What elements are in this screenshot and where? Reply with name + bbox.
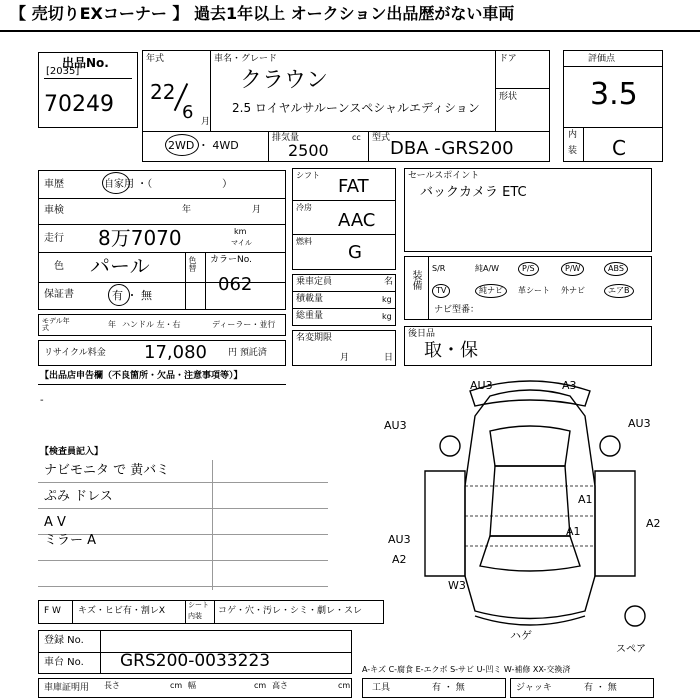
seller-mark: -	[40, 395, 44, 406]
score-hline	[563, 66, 663, 67]
inspection-year-unit: 年	[182, 205, 192, 215]
history-line-3	[38, 252, 286, 253]
model-value: DBA -GRS200	[390, 138, 514, 159]
interior-label-1: 内	[568, 130, 578, 140]
jack-value: 有 ・ 無	[584, 683, 617, 693]
inspector-label: 【検査員記入】	[40, 447, 104, 457]
spec-line-2	[292, 234, 396, 235]
load-label: 積載量	[296, 294, 324, 304]
equipment-row-1	[432, 262, 648, 278]
car-spare	[625, 606, 645, 626]
shape-label: 形状	[499, 92, 518, 102]
equipment-vline	[428, 256, 429, 320]
vehicle-door-line	[495, 88, 550, 89]
color-change: 色替	[188, 256, 197, 272]
history-vline-2	[205, 252, 206, 310]
lot-label: 出品No.	[62, 56, 109, 70]
history-label: 車歴	[44, 179, 64, 190]
dealer-value: ディーラー・並行	[212, 320, 276, 329]
inspector-rule-2	[38, 508, 328, 509]
header-title: 【 売切りEXコーナー 】 過去1年以上 オークション出品歴がない車両	[10, 4, 515, 23]
capacity-unit: 名	[384, 277, 394, 287]
vehicle-div-1	[210, 50, 211, 131]
weight-unit: kg	[382, 312, 392, 321]
equipment-item: エアB	[604, 284, 634, 298]
inspector-col	[212, 460, 213, 590]
damage-mark-6: A1	[566, 525, 581, 538]
damage-mark-2: A3	[562, 379, 577, 392]
recycle-label: リサイクル料金	[44, 348, 106, 358]
mileage-label: 走行	[44, 233, 64, 244]
displacement-label: 排気量	[272, 133, 300, 143]
history-circle	[102, 172, 130, 194]
fuel-label: 燃料	[296, 237, 312, 246]
garage-item: 高さ	[272, 681, 288, 690]
equipment-label: 装備	[410, 270, 421, 290]
month-value: 6	[182, 102, 194, 123]
sales-value: バックカメラ ETC	[420, 185, 527, 200]
capacity-line-1	[292, 291, 396, 292]
damage-mark-1: AU3	[470, 379, 493, 392]
recycle-value: 17,080	[144, 342, 207, 363]
color-label: 色	[54, 261, 64, 272]
mileage-value: 8万7070	[98, 226, 182, 250]
score-hline-2	[563, 127, 663, 128]
drive-value: 2WD ・ 4WD	[168, 139, 239, 152]
name-change-day: 日	[384, 353, 394, 363]
tools-label: 工具	[372, 683, 391, 693]
shift-value: FAT	[338, 176, 369, 197]
garage-item: cm	[338, 681, 351, 690]
damage-mark-11: ハゲ	[510, 629, 532, 642]
door-label: ドア	[499, 54, 517, 64]
km-unit: km	[234, 227, 247, 236]
cc-unit: cc	[352, 133, 361, 142]
chassis-label: 車台 No.	[44, 657, 84, 668]
fw-vline-3	[214, 600, 215, 624]
equipment-item: TV	[432, 284, 450, 298]
garage-items	[104, 681, 351, 695]
damage-mark-7: AU3	[388, 533, 411, 546]
car-body-outline	[465, 390, 595, 619]
color-no-value: 062	[218, 274, 253, 295]
history-line-1	[38, 198, 286, 199]
damage-mark-3: AU3	[384, 419, 407, 432]
car-rear	[475, 616, 585, 625]
capacity-line-2	[292, 308, 396, 309]
seat-items: コゲ・穴・汚レ・シミ・劇レ・スレ	[218, 606, 363, 616]
equipment-item: P/S	[518, 262, 539, 276]
seller-label: 【出品店申告欄（不良箇所・欠品・注意事項等）】	[40, 371, 243, 381]
warranty-circle	[108, 284, 130, 306]
inspector-line-4: ミラー A	[44, 533, 97, 548]
damage-mark-5: A1	[578, 493, 593, 506]
inspector-line-1: ナビモニタ で 黄バミ	[44, 463, 170, 478]
history-options: 自家用 ・（ ）	[104, 179, 233, 190]
sales-label: セールスポイント	[408, 171, 480, 181]
seller-line	[38, 384, 286, 385]
year-value: 22	[150, 80, 176, 104]
score-label: 評価点	[588, 54, 616, 64]
fw-vline-1	[72, 600, 73, 624]
spare-label: スペア	[616, 644, 646, 655]
car-grade: 2.5 ロイヤルサルーンスペシャルエディション	[232, 101, 480, 115]
recycle-unit: 円 預託済	[228, 348, 267, 358]
history-line-2	[38, 224, 286, 225]
car-rear-window	[480, 536, 580, 571]
model-year-unit: 年	[108, 320, 116, 329]
score-vline	[583, 127, 584, 162]
lot-ref: [2035]	[46, 66, 80, 77]
weight-label: 総重量	[296, 311, 324, 321]
car-windshield	[490, 426, 570, 466]
mile-unit: マイル	[231, 239, 252, 247]
drive-circle	[165, 134, 199, 156]
inspector-line-3: A V	[44, 515, 66, 530]
interior-value: C	[612, 136, 626, 160]
warranty-label: 保証書	[44, 289, 74, 300]
inspection-label: 車検	[44, 205, 64, 216]
color-value: パール	[90, 254, 150, 278]
inspection-month-unit: 月	[252, 205, 262, 215]
history-vline-1	[185, 252, 186, 310]
garage-item: 幅	[188, 681, 196, 690]
car-left-mirror	[440, 436, 460, 456]
vehicle-div-2	[495, 50, 496, 131]
equipment-item: 外ナビ	[561, 286, 585, 295]
damage-mark-10: W3	[448, 579, 466, 592]
month-unit: 月	[201, 117, 211, 127]
garage-label: 車庫証明用	[44, 683, 90, 693]
name-change-label: 名変期限	[296, 333, 333, 343]
vehicle-hline	[142, 131, 550, 132]
seat-label-1: シート	[188, 601, 209, 609]
equipment-item: ABS	[604, 262, 628, 276]
car-name: クラウン	[240, 68, 329, 93]
car-diagram	[380, 376, 680, 636]
ac-label: 冷房	[296, 203, 312, 212]
inspector-rule-4	[38, 560, 328, 561]
equipment-item: 純A/W	[475, 264, 500, 273]
interior-label-2: 装	[568, 146, 578, 156]
handle-value: ハンドル 左・右	[122, 320, 181, 329]
car-left-door	[425, 471, 465, 576]
lot-number: 70249	[44, 92, 114, 117]
jack-label: ジャッキ	[516, 683, 552, 693]
seat-label-2: 内装	[188, 612, 202, 620]
equipment-item: S/R	[432, 264, 446, 273]
navi-label: ナビ型番：	[434, 305, 480, 315]
damage-mark-4: AU3	[628, 417, 651, 430]
equipment-item: 革シート	[518, 286, 550, 295]
color-no-label: カラーNo.	[210, 255, 252, 265]
model-year-label: モデル年式	[42, 317, 70, 332]
garage-item: 長さ	[104, 681, 120, 690]
damage-mark-8: A2	[646, 517, 661, 530]
fw-vline-2	[185, 600, 186, 624]
fw-items: キズ・ヒビ有・割レX	[78, 606, 165, 616]
damage-legend: A-キズ C-腐食 E-エクボ S-サビ U-凹ミ W-補修 XX-交換済	[362, 665, 571, 674]
vehicle-div-3	[268, 131, 269, 162]
equipment-item: P/W	[561, 262, 584, 276]
fw-label: F W	[44, 606, 61, 616]
name-change-unit: 月	[340, 353, 350, 363]
reg-vline	[100, 630, 101, 674]
year-label: 年式	[146, 54, 165, 64]
notes-label: 後日品	[408, 329, 436, 339]
vehicle-div-4	[368, 131, 369, 162]
lot-underline	[44, 78, 132, 79]
notes-value: 取・保	[424, 340, 478, 361]
fuel-value: G	[348, 242, 362, 263]
score-value: 3.5	[590, 77, 638, 112]
equipment-item: 純ナビ	[475, 284, 507, 298]
ac-value: AAC	[338, 210, 376, 231]
garage-item: cm	[170, 681, 183, 690]
reg-label: 登録 No.	[44, 635, 84, 646]
garage-item: cm	[254, 681, 267, 690]
equipment-row-2	[432, 284, 648, 300]
car-roof	[490, 466, 570, 536]
displacement-value: 2500	[288, 141, 329, 160]
damage-mark-9: A2	[392, 553, 407, 566]
tools-value: 有 ・ 無	[432, 683, 465, 693]
chassis-value: GRS200-0033223	[120, 651, 271, 671]
car-name-label: 車名・グレード	[214, 54, 278, 64]
inspector-line-2: ぷみ ドレス	[44, 489, 113, 504]
model-label: 型式	[372, 133, 391, 143]
spec-line-1	[292, 200, 396, 201]
car-right-door	[595, 471, 635, 576]
inspector-rule-1	[38, 482, 328, 483]
capacity-label: 乗車定員	[296, 277, 333, 287]
load-unit: kg	[382, 295, 392, 304]
header-divider	[0, 30, 700, 32]
warranty-value: 有 ・ 無	[112, 289, 152, 302]
inspector-rule-5	[38, 586, 328, 587]
car-right-mirror	[600, 436, 620, 456]
shift-label: シフト	[296, 171, 320, 180]
